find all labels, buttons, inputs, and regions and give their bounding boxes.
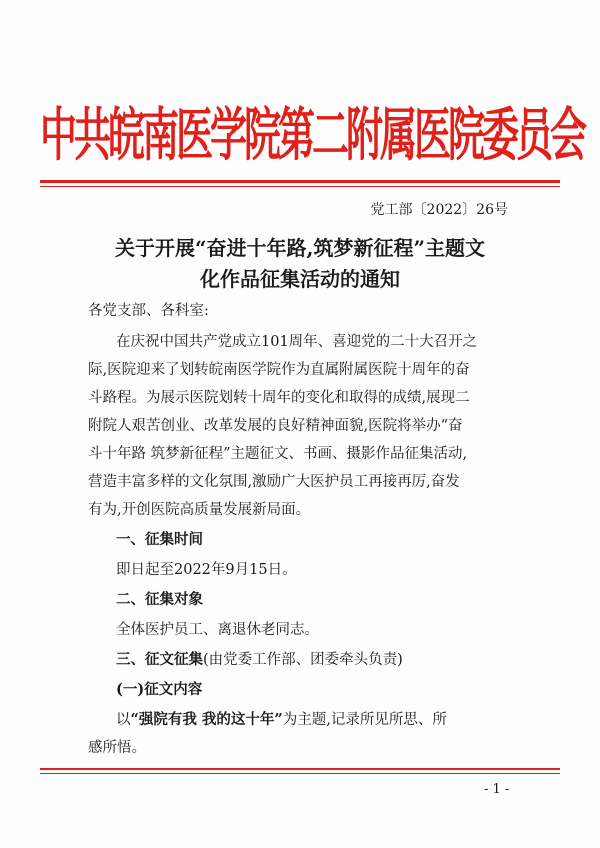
intro-line: 际,医院迎来了划转皖南医学院作为直属附属医院十周年的奋	[88, 362, 470, 378]
section-heading-time: 一、征集时间	[116, 531, 203, 548]
document-title-line-1: 关于开展“奋进十年路,筑梦新征程”主题文	[115, 236, 485, 260]
section-heading-essay-label: 三、征文征集	[116, 651, 203, 668]
subsection-heading-content: (一)征文内容	[116, 681, 203, 698]
essay-theme-line	[116, 708, 447, 729]
intro-line: 有为,开创医院高质量发展新局面。	[88, 502, 311, 518]
intro-line: 斗路程。为展示医院划转十周年的变化和取得的成绩,展现二	[88, 390, 470, 406]
section-text-audience: 全体医护员工、离退休老同志。	[116, 622, 319, 638]
header-divider-thick	[40, 180, 560, 183]
intro-line: 斗十年路 筑梦新征程”主题征文、书画、摄影作品征集活动,	[88, 446, 468, 462]
essay-theme-prefix: 以	[116, 712, 131, 728]
footer-divider-thick	[40, 768, 560, 770]
header-divider-thin	[40, 186, 560, 187]
intro-line: 营造丰富多样的文化氛围,激励广大医护员工再接再厉,奋发	[88, 474, 460, 490]
page-number: - 1 -	[484, 782, 510, 797]
section-text-time: 即日起至2022年9月15日。	[116, 562, 297, 578]
essay-theme-line-2: 感所悟。	[88, 740, 146, 756]
masthead-title: 中共皖南医学院第二附属医院委员会	[40, 100, 584, 169]
salutation: 各党支部、各科室:	[88, 303, 209, 319]
document-title-line-2: 化作品征集活动的通知	[200, 267, 400, 291]
intro-line: 在庆祝中国共产党成立101周年、喜迎党的二十大召开之	[116, 334, 478, 350]
essay-theme-quote: “强院有我 我的这十年”	[130, 711, 283, 728]
footer-divider-thin	[40, 773, 560, 774]
section-heading-audience: 二、征集对象	[116, 591, 203, 608]
intro-line: 附院人艰苦创业、改革发展的良好精神面貌,医院将举办“奋	[88, 418, 463, 434]
document-number: 党工部〔2022〕26号	[370, 202, 508, 218]
section-heading-essay	[116, 648, 403, 669]
essay-theme-suffix: 为主题,记录所见所思、所	[282, 712, 447, 728]
section-heading-essay-note: (由党委工作部、团委牵头负责)	[203, 652, 403, 668]
